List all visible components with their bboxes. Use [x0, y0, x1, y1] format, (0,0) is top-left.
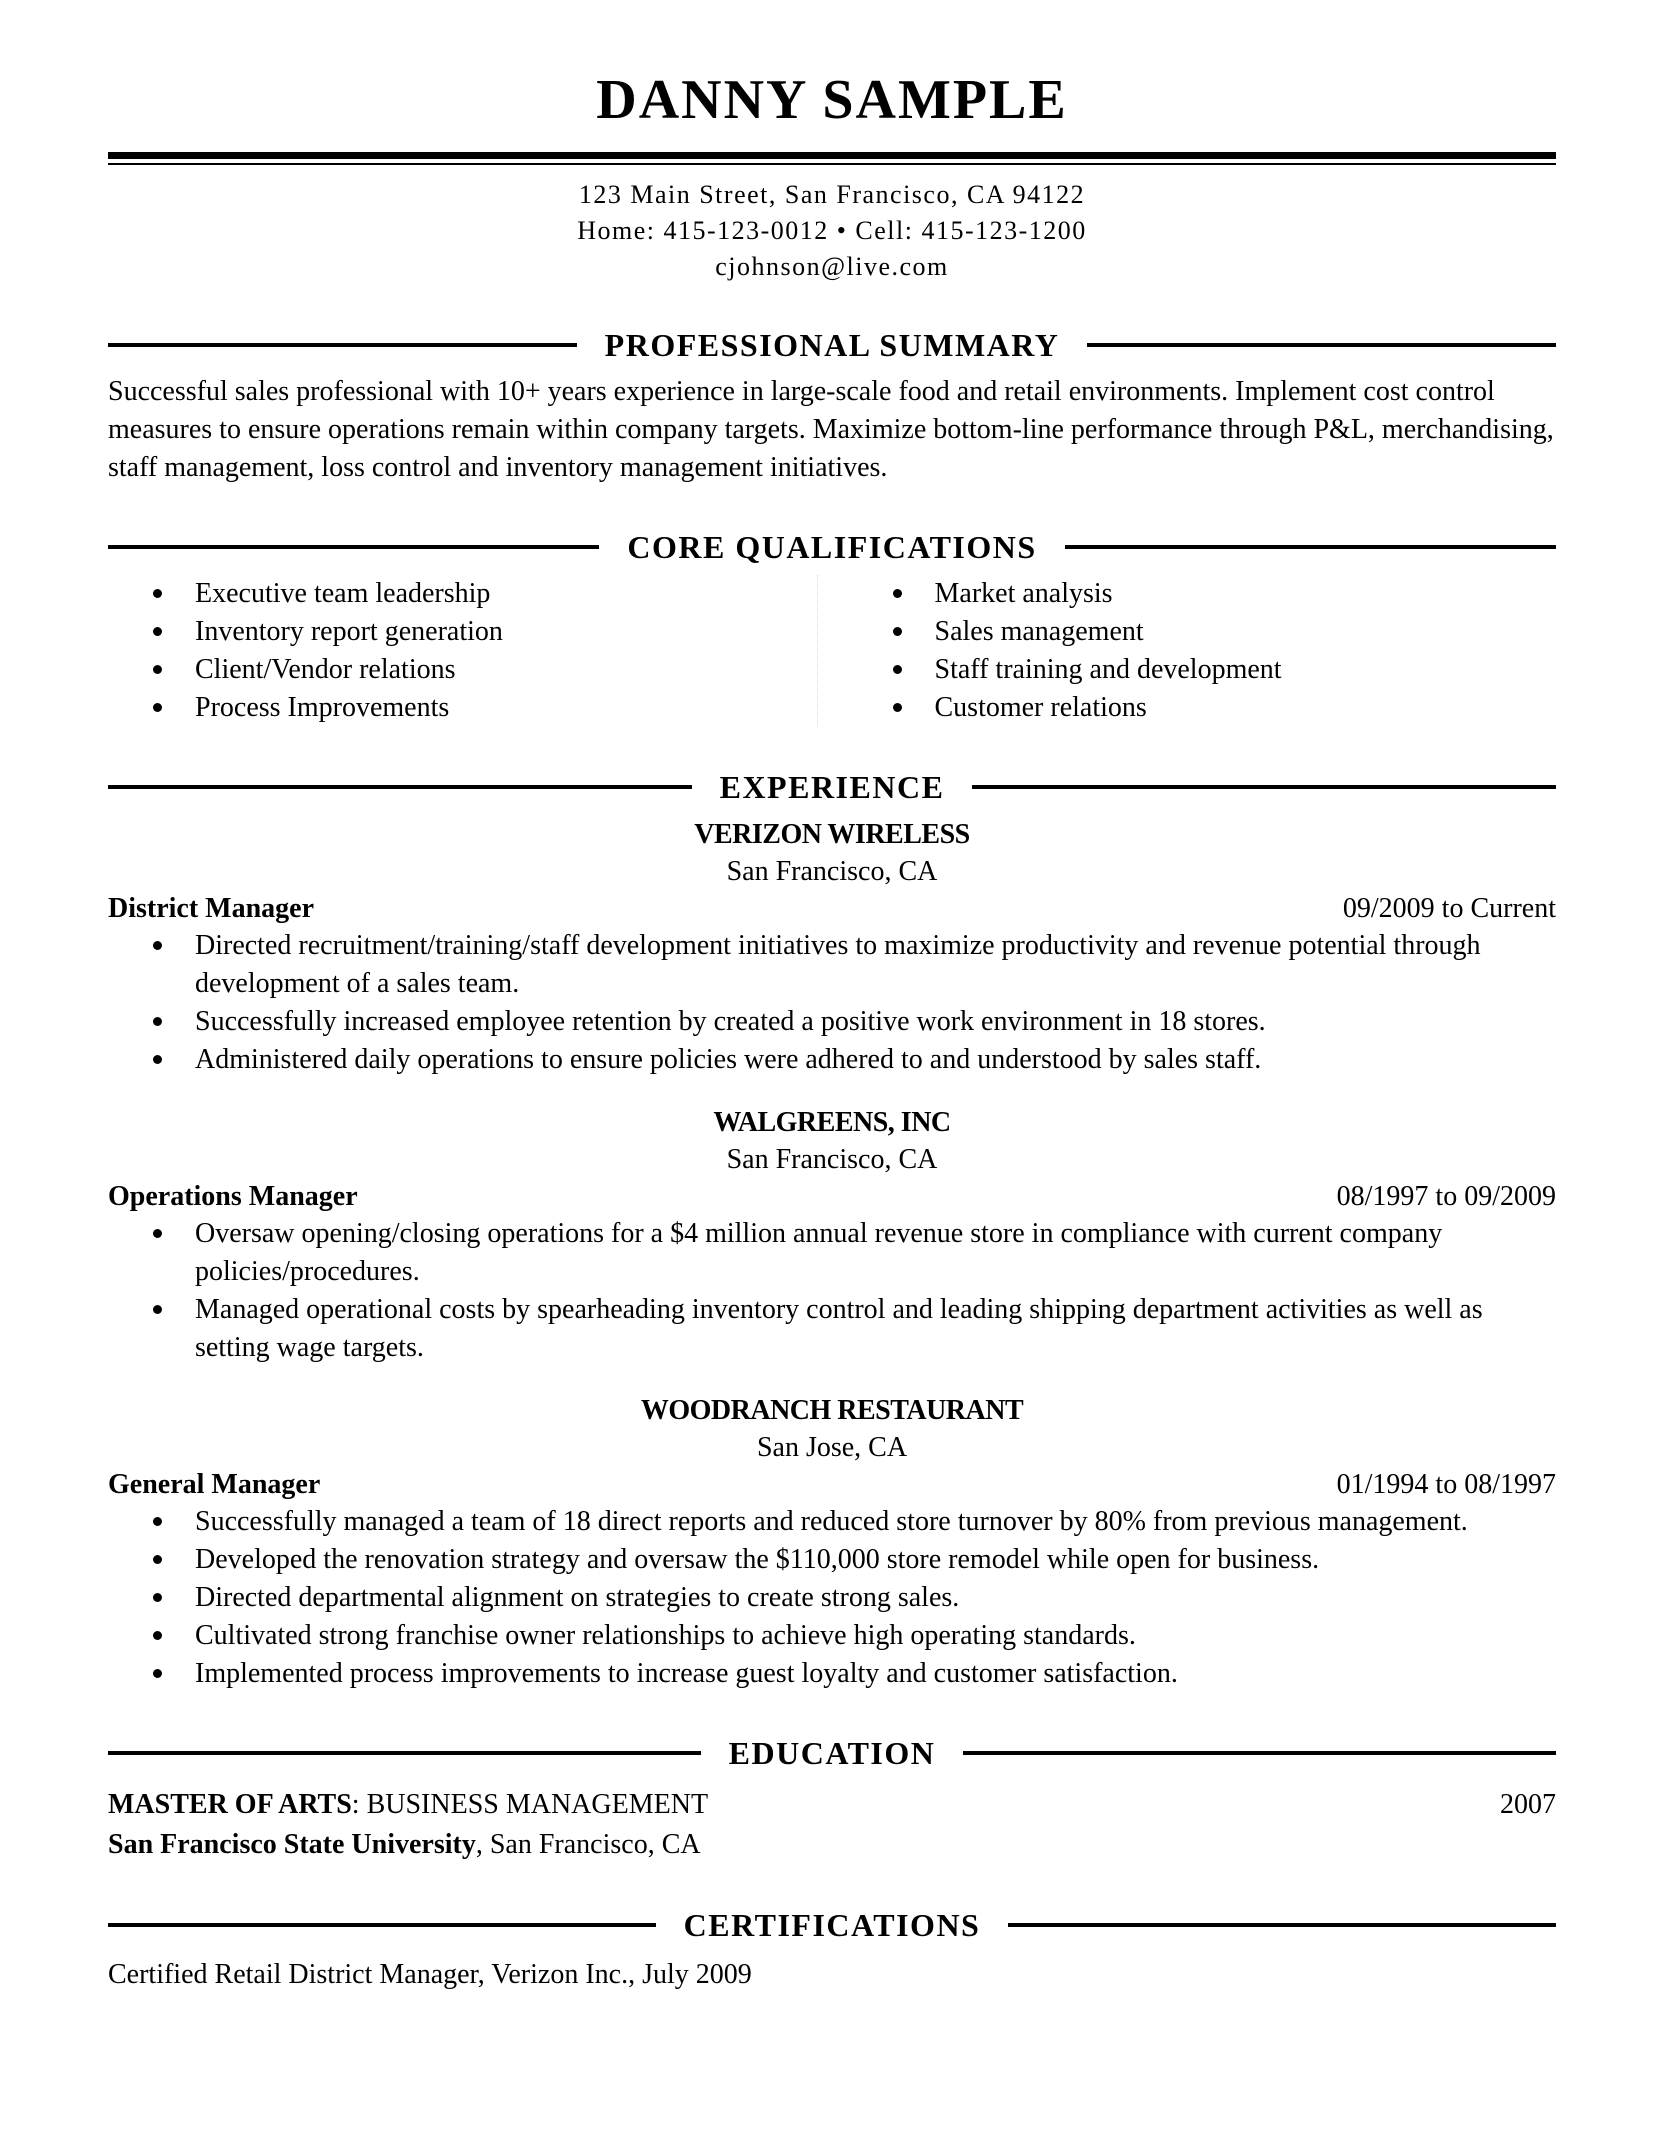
section-title: CERTIFICATIONS — [683, 1907, 981, 1943]
qualifications-right-list — [848, 575, 1557, 727]
section-title: CORE QUALIFICATIONS — [627, 529, 1037, 565]
candidate-name: DANNY SAMPLE — [596, 69, 1068, 131]
company-name: VERIZON WIRELESS — [694, 819, 970, 850]
bullet-text: Directed recruitment/training/staff development initiatives to maximize productivity and revenue potential through development of a sales team. — [195, 930, 1481, 999]
school-name: San Francisco State University — [108, 1829, 476, 1860]
rule-left — [108, 343, 577, 347]
job-bullets — [108, 927, 1556, 1079]
bullet-text: Implemented process improvements to increase guest loyalty and customer satisfaction. — [195, 1658, 1178, 1689]
bullet-text: Managed operational costs by spearheading inventory control and leading shipping department activities as well as setting wage targets. — [195, 1294, 1483, 1363]
bullet-icon — [153, 1229, 162, 1238]
rule-right — [1065, 545, 1556, 549]
qualifications-left-list — [108, 575, 817, 727]
bullet-text: Developed the renovation strategy and oversaw the $110,000 store remodel while open for business. — [195, 1544, 1320, 1575]
qualification-text: Inventory report generation — [195, 616, 503, 647]
email: cjohnson@live.com — [715, 252, 949, 281]
qualifications-right-column — [818, 575, 1557, 727]
bullet-text: Successfully increased employee retention by created a positive work environment in 18 stores. — [195, 1006, 1266, 1037]
section-header-certifications — [108, 1905, 1556, 1945]
school-row — [108, 1825, 1556, 1865]
company-location: San Francisco, CA — [726, 1144, 938, 1175]
rule-left — [108, 545, 599, 549]
rule-right — [972, 785, 1556, 789]
phone-line — [108, 213, 1556, 249]
list-item — [108, 1579, 1556, 1617]
bullet-icon — [153, 1055, 162, 1064]
bullet-icon — [153, 589, 162, 598]
list-item — [108, 651, 817, 689]
school-location: , San Francisco, CA — [475, 1829, 701, 1860]
qualifications-grid — [108, 575, 1556, 727]
job-entry-walgreens — [108, 1105, 1556, 1367]
bullet-icon — [893, 703, 902, 712]
section-header-qualifications — [108, 527, 1556, 567]
company-location: San Francisco, CA — [726, 856, 938, 887]
bullet-text: Successfully managed a team of 18 direct reports and reduced store turnover by 80% from previous management. — [195, 1506, 1468, 1537]
role-row — [108, 1179, 1556, 1215]
list-item — [848, 651, 1557, 689]
job-entry-woodranch — [108, 1393, 1556, 1693]
bullet-icon — [153, 703, 162, 712]
section-header-summary — [108, 325, 1556, 365]
list-item — [108, 1503, 1556, 1541]
bullet-icon — [153, 1555, 162, 1564]
section-header-experience — [108, 767, 1556, 807]
job-dates: 08/1997 to 09/2009 — [1336, 1181, 1556, 1212]
bullet-icon — [153, 1631, 162, 1640]
job-bullets — [108, 1215, 1556, 1367]
rule-right — [963, 1751, 1556, 1755]
contact-block — [108, 177, 1556, 285]
degree — [108, 1785, 708, 1825]
qualification-text: Client/Vendor relations — [195, 654, 456, 685]
bullet-icon — [893, 627, 902, 636]
list-item — [108, 1215, 1556, 1291]
list-item — [108, 1003, 1556, 1041]
bullet-icon — [153, 1305, 162, 1314]
list-item — [848, 613, 1557, 651]
section-title: EXPERIENCE — [719, 769, 945, 805]
job-entry-verizon — [108, 817, 1556, 1079]
list-item — [848, 575, 1557, 613]
job-title: District Manager — [108, 893, 315, 924]
bullet-text: Administered daily operations to ensure policies were adhered to and understood by sales staff. — [195, 1044, 1262, 1075]
rule-left — [108, 1923, 656, 1927]
qualification-text: Sales management — [934, 616, 1144, 647]
list-item — [108, 689, 817, 727]
bullet-icon — [153, 665, 162, 674]
qualification-text: Customer relations — [934, 692, 1147, 723]
qualification-text: Process Improvements — [195, 692, 450, 723]
graduation-year: 2007 — [1500, 1789, 1556, 1820]
list-item — [108, 927, 1556, 1003]
list-item — [108, 613, 817, 651]
bullet-icon — [153, 627, 162, 636]
header-divider — [108, 152, 1556, 165]
rule-right — [1008, 1923, 1556, 1927]
bullet-text: Cultivated strong franchise owner relationships to achieve high operating standards. — [195, 1620, 1136, 1651]
list-item — [108, 1617, 1556, 1655]
bullet-separator: • — [836, 216, 848, 245]
job-title: Operations Manager — [108, 1181, 358, 1212]
section-title: PROFESSIONAL SUMMARY — [604, 327, 1060, 363]
qualification-text: Executive team leadership — [195, 578, 491, 609]
list-item — [108, 1655, 1556, 1693]
qualification-text: Market analysis — [934, 578, 1113, 609]
company-name: WOODRANCH RESTAURANT — [640, 1395, 1024, 1426]
job-dates: 01/1994 to 08/1997 — [1336, 1469, 1556, 1500]
company-name: WALGREENS, INC — [713, 1107, 951, 1138]
bullet-icon — [153, 1669, 162, 1678]
degree-name: MASTER OF ARTS — [108, 1789, 352, 1820]
degree-row — [108, 1785, 1556, 1825]
job-bullets — [108, 1503, 1556, 1693]
cell-phone: Cell: 415-123-1200 — [855, 216, 1087, 245]
list-item — [848, 689, 1557, 727]
list-item — [108, 1541, 1556, 1579]
degree-field: : BUSINESS MANAGEMENT — [351, 1789, 709, 1820]
job-title: General Manager — [108, 1469, 321, 1500]
qualification-text: Staff training and development — [934, 654, 1282, 685]
bullet-icon — [153, 1517, 162, 1526]
list-item — [108, 1291, 1556, 1367]
bullet-icon — [893, 589, 902, 598]
list-item — [108, 575, 817, 613]
role-row — [108, 1467, 1556, 1503]
company-location: San Jose, CA — [756, 1432, 908, 1463]
summary-text: Successful sales professional with 10+ years experience in large-scale food and retail environments. Implement cost control measures to ensure operations remain within company targets. Maximize bottom-line performance through P&L, merchandising, staff management, loss control and inventory management initiatives. — [108, 376, 1554, 483]
rule-right — [1087, 343, 1556, 347]
rule-left — [108, 1751, 701, 1755]
bullet-icon — [153, 1017, 162, 1026]
bullet-text: Oversaw opening/closing operations for a $4 million annual revenue store in compliance with current company policies/procedures. — [195, 1218, 1443, 1287]
bullet-icon — [893, 665, 902, 674]
bullet-icon — [153, 1593, 162, 1602]
bullet-text: Directed departmental alignment on strategies to create strong sales. — [195, 1582, 960, 1613]
list-item — [108, 1041, 1556, 1079]
section-header-education — [108, 1733, 1556, 1773]
certification-text: Certified Retail District Manager, Verizon Inc., July 2009 — [108, 1959, 752, 1990]
bullet-icon — [153, 941, 162, 950]
rule-left — [108, 785, 692, 789]
role-row — [108, 891, 1556, 927]
address: 123 Main Street, San Francisco, CA 94122 — [578, 180, 1086, 209]
job-dates: 09/2009 to Current — [1342, 893, 1556, 924]
section-title: EDUCATION — [728, 1735, 936, 1771]
qualifications-left-column — [108, 575, 818, 727]
home-phone: Home: 415-123-0012 — [577, 216, 829, 245]
